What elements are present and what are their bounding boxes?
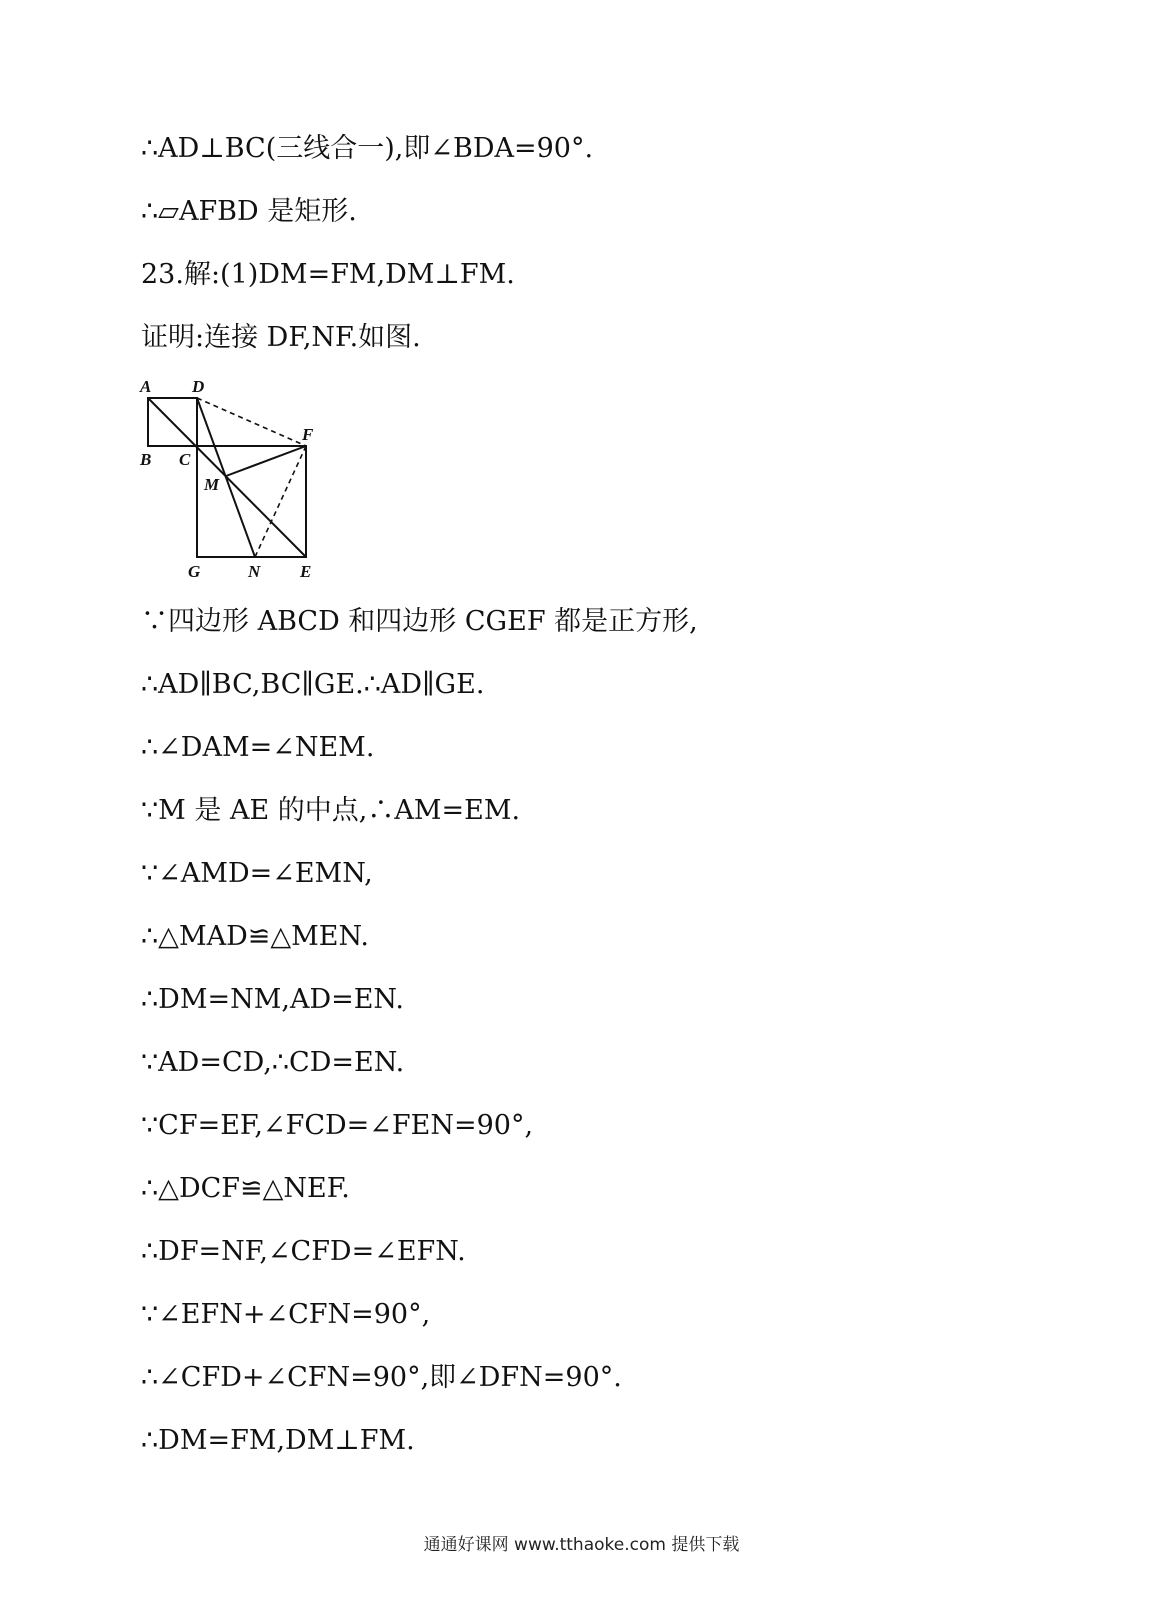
text-line-8: ∵M 是 AE 的中点,∴AM=EM. xyxy=(141,795,521,826)
page-footer: 通通好课网 www.tthaoke.com 提供下载 xyxy=(423,1535,740,1555)
point-label-m: M xyxy=(204,475,220,494)
text-line-18: ∴DM=FM,DM⊥FM. xyxy=(141,1425,415,1456)
point-label-g: G xyxy=(188,562,201,581)
text-line-2: ∴▱AFBD 是矩形. xyxy=(141,196,357,227)
text-line-3: 23.解:(1)DM=FM,DM⊥FM. xyxy=(141,259,515,290)
text-line-14: ∴△DCF≌△NEF. xyxy=(141,1173,350,1204)
squares-diagram xyxy=(136,372,336,586)
text-line-15: ∴DF=NF,∠CFD=∠EFN. xyxy=(141,1236,466,1267)
text-line-6: ∴AD∥BC,BC∥GE.∴AD∥GE. xyxy=(141,669,485,700)
text-line-5: ∵四边形 ABCD 和四边形 CGEF 都是正方形, xyxy=(141,606,698,637)
text-line-11: ∴DM=NM,AD=EN. xyxy=(141,984,404,1015)
text-line-9: ∵∠AMD=∠EMN, xyxy=(141,858,373,889)
text-line-7: ∴∠DAM=∠NEM. xyxy=(141,732,375,763)
text-line-1: ∴AD⊥BC(三线合一),即∠BDA=90°. xyxy=(141,133,594,164)
point-label-b: B xyxy=(140,450,152,469)
point-label-n: N xyxy=(248,562,261,581)
point-label-a: A xyxy=(140,377,152,396)
text-line-4: 证明:连接 DF,NF.如图. xyxy=(141,322,421,353)
point-label-f: F xyxy=(302,425,314,444)
geometry-figure xyxy=(136,372,336,586)
point-label-d: D xyxy=(192,377,205,396)
point-label-e: E xyxy=(300,562,312,581)
text-line-12: ∵AD=CD,∴CD=EN. xyxy=(141,1047,405,1078)
text-line-16: ∵∠EFN+∠CFN=90°, xyxy=(141,1299,431,1330)
segment-df-dashed xyxy=(197,398,306,446)
point-label-c: C xyxy=(179,450,191,469)
text-line-10: ∴△MAD≌△MEN. xyxy=(141,921,369,952)
text-line-17: ∴∠CFD+∠CFN=90°,即∠DFN=90°. xyxy=(141,1362,622,1393)
text-line-13: ∵CF=EF,∠FCD=∠FEN=90°, xyxy=(141,1110,534,1141)
